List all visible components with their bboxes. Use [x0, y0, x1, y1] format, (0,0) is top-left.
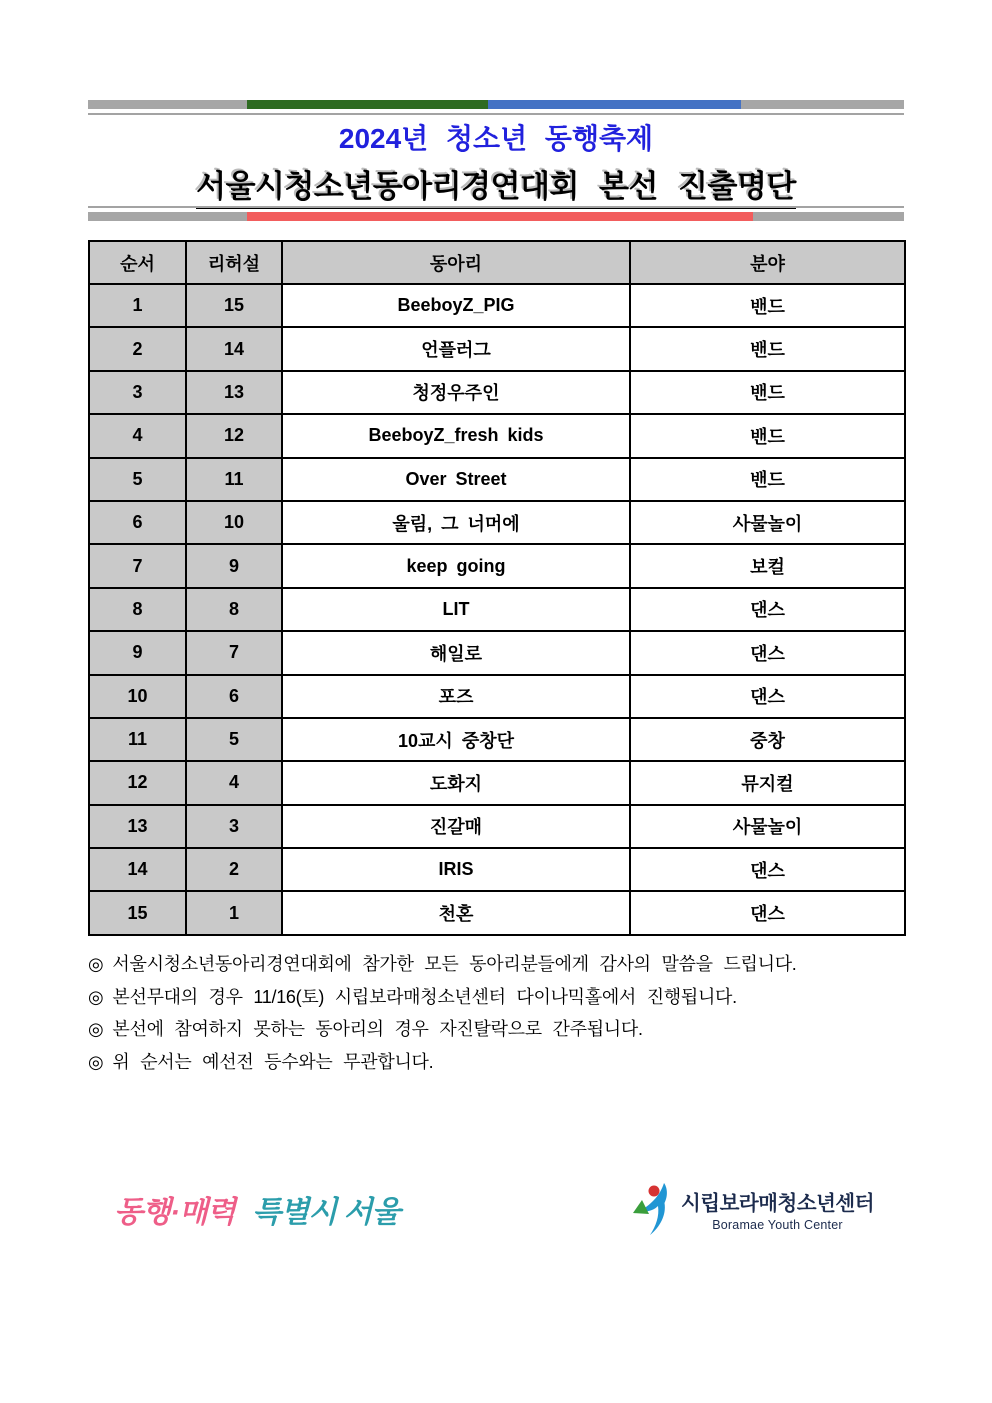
- note-line: [88, 1046, 904, 1079]
- cell-club: 10교시 중창단: [282, 718, 630, 761]
- bar-segment-blue: [488, 100, 741, 109]
- cell-category: 댄스: [630, 891, 905, 935]
- cell-rehearsal: 10: [186, 501, 282, 544]
- note-line: [88, 948, 904, 981]
- cell-club: 진갈매: [282, 805, 630, 848]
- cell-rehearsal: 14: [186, 327, 282, 370]
- table-row: [89, 327, 905, 370]
- cell-category: 뮤지컬: [630, 761, 905, 804]
- note-text: 서울시청소년동아리경연대회에 참가한 모든 동아리분들에게 감사의 말씀을 드립니다.: [112, 954, 797, 974]
- cell-order: 9: [89, 631, 186, 674]
- seoul-logo-text-1: 동행·매력: [114, 1196, 235, 1229]
- cell-category: 댄스: [630, 588, 905, 631]
- col-header-category: 분야: [630, 241, 905, 284]
- cell-rehearsal: 4: [186, 761, 282, 804]
- note-bullet-icon: ◎: [88, 986, 104, 1007]
- boramae-korean-name: 시립보라매청소년센터: [680, 1192, 874, 1215]
- cell-category: 사물놀이: [630, 501, 905, 544]
- note-line: [88, 1013, 904, 1046]
- boramae-center-logo: [632, 1182, 874, 1236]
- cell-club: Over Street: [282, 458, 630, 501]
- bar-segment-gray: [753, 212, 904, 221]
- cell-club: 포즈: [282, 675, 630, 718]
- document-title-wrap: [88, 161, 904, 206]
- cell-rehearsal: 6: [186, 675, 282, 718]
- note-text: 본선에 참여하지 못하는 동아리의 경우 자진탈락으로 간주됩니다.: [112, 1019, 643, 1039]
- seoul-city-logo: [114, 1187, 400, 1231]
- cell-category: 댄스: [630, 675, 905, 718]
- col-header-rehearsal: 리허설: [186, 241, 282, 284]
- cell-rehearsal: 9: [186, 544, 282, 587]
- cell-club: 청정우주인: [282, 371, 630, 414]
- col-header-order: 순서: [89, 241, 186, 284]
- cell-order: 15: [89, 891, 186, 935]
- cell-club: 울림, 그 너머에: [282, 501, 630, 544]
- seoul-logo-text-2: 특별시 서울: [252, 1196, 400, 1229]
- table-row: [89, 501, 905, 544]
- table-row: [89, 284, 905, 327]
- note-text: 위 순서는 예선전 등수와는 무관합니다.: [112, 1051, 434, 1072]
- divider-line-top: [88, 113, 904, 115]
- cell-order: 4: [89, 414, 186, 457]
- table-row: [89, 588, 905, 631]
- cell-rehearsal: 8: [186, 588, 282, 631]
- cell-rehearsal: 5: [186, 718, 282, 761]
- boramae-logo-text: [681, 1186, 874, 1232]
- cell-order: 5: [89, 458, 186, 501]
- cell-rehearsal: 15: [186, 284, 282, 327]
- cell-rehearsal: 13: [186, 371, 282, 414]
- cell-category: 사물놀이: [630, 805, 905, 848]
- boramae-english-name: Boramae Youth Center: [712, 1218, 843, 1232]
- note-bullet-icon: ◎: [88, 1051, 104, 1072]
- cell-category: 댄스: [630, 848, 905, 891]
- cell-order: 12: [89, 761, 186, 804]
- cell-rehearsal: 2: [186, 848, 282, 891]
- cell-category: 댄스: [630, 631, 905, 674]
- cell-order: 8: [89, 588, 186, 631]
- decorative-bar-bottom: [88, 212, 904, 221]
- note-line: [88, 981, 904, 1014]
- table-row: [89, 371, 905, 414]
- cell-order: 11: [89, 718, 186, 761]
- table-row: [89, 414, 905, 457]
- note-text: 본선무대의 경우 11/16(토) 시립보라매청소년센터 다이나믹홀에서 진행됩니다.: [112, 986, 737, 1007]
- finalists-table: [88, 240, 906, 936]
- cell-rehearsal: 7: [186, 631, 282, 674]
- table-row: [89, 718, 905, 761]
- decorative-bar-top: [88, 100, 904, 109]
- note-bullet-icon: ◎: [88, 954, 104, 974]
- cell-club: LIT: [282, 588, 630, 631]
- cell-rehearsal: 12: [186, 414, 282, 457]
- cell-category: 밴드: [630, 327, 905, 370]
- table-row: [89, 891, 905, 935]
- cell-category: 밴드: [630, 458, 905, 501]
- table-row: [89, 805, 905, 848]
- bar-segment-red: [247, 212, 753, 221]
- bar-segment-gray: [88, 100, 247, 109]
- document-title: 서울시청소년동아리경연대회 본선 진출명단: [196, 169, 796, 209]
- cell-order: 2: [89, 327, 186, 370]
- boramae-emblem-icon: [632, 1182, 672, 1236]
- cell-category: 밴드: [630, 371, 905, 414]
- cell-category: 보컬: [630, 544, 905, 587]
- table-row: [89, 458, 905, 501]
- cell-club: BeeboyZ_fresh kids: [282, 414, 630, 457]
- cell-rehearsal: 1: [186, 891, 282, 935]
- table-header-row: [89, 241, 905, 284]
- cell-club: keep going: [282, 544, 630, 587]
- footer: [88, 1178, 904, 1240]
- bar-segment-green: [247, 100, 488, 109]
- event-title: 2024년 청소년 동행축제: [338, 123, 654, 154]
- cell-order: 3: [89, 371, 186, 414]
- cell-club: 천혼: [282, 891, 630, 935]
- cell-order: 10: [89, 675, 186, 718]
- cell-rehearsal: 11: [186, 458, 282, 501]
- cell-order: 7: [89, 544, 186, 587]
- cell-club: BeeboyZ_PIG: [282, 284, 630, 327]
- cell-category: 밴드: [630, 284, 905, 327]
- cell-order: 13: [89, 805, 186, 848]
- divider-line-bottom: [88, 206, 904, 208]
- cell-club: 언플러그: [282, 327, 630, 370]
- col-header-club: 동아리: [282, 241, 630, 284]
- cell-club: 해일로: [282, 631, 630, 674]
- notes-section: [88, 948, 904, 1078]
- cell-order: 14: [89, 848, 186, 891]
- bar-segment-gray: [741, 100, 904, 109]
- table-row: [89, 631, 905, 674]
- table-row: [89, 675, 905, 718]
- cell-order: 6: [89, 501, 186, 544]
- table-row: [89, 761, 905, 804]
- cell-rehearsal: 3: [186, 805, 282, 848]
- cell-category: 중창: [630, 718, 905, 761]
- cell-category: 밴드: [630, 414, 905, 457]
- cell-order: 1: [89, 284, 186, 327]
- note-bullet-icon: ◎: [88, 1019, 104, 1039]
- cell-club: IRIS: [282, 848, 630, 891]
- table-row: [89, 544, 905, 587]
- bar-segment-gray: [88, 212, 247, 221]
- table-row: [89, 848, 905, 891]
- cell-club: 도화지: [282, 761, 630, 804]
